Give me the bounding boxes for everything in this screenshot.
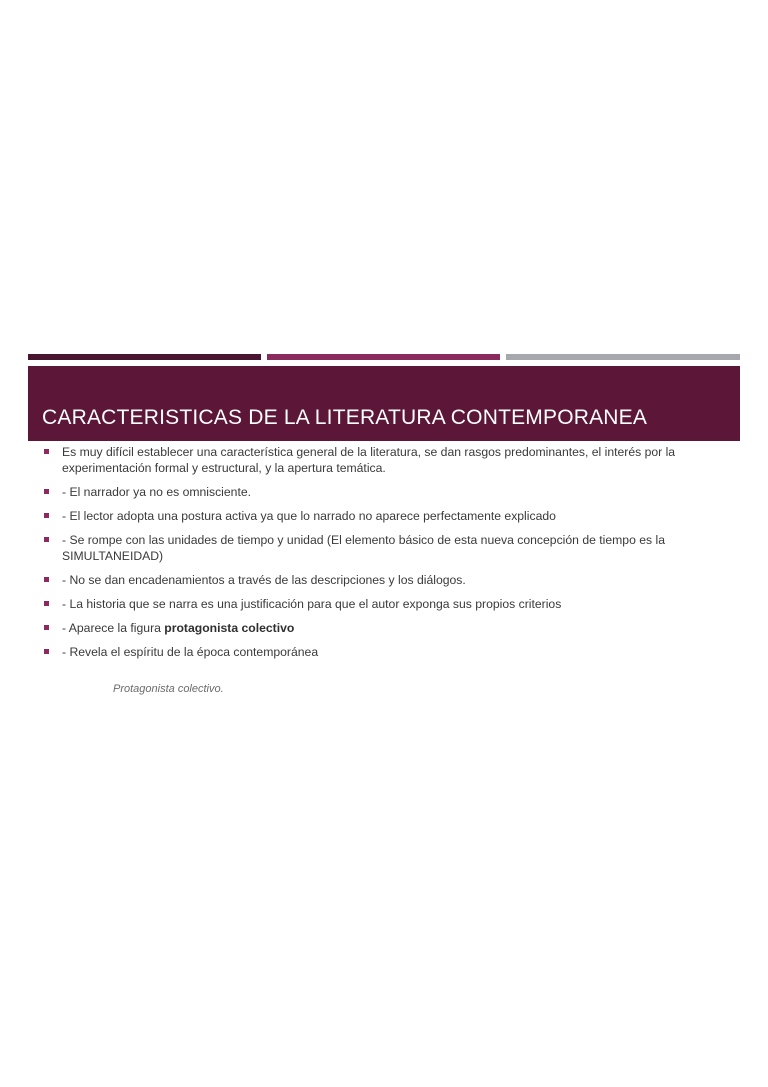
square-bullet-icon	[44, 489, 49, 494]
decorative-stripes	[28, 354, 740, 362]
list-item	[42, 484, 736, 500]
square-bullet-icon	[44, 537, 49, 542]
slide	[28, 354, 740, 709]
stripe-dark	[28, 354, 261, 360]
list-item	[42, 620, 736, 636]
bullet-list	[42, 444, 736, 668]
square-bullet-icon	[44, 577, 49, 582]
stripe-gray	[506, 354, 740, 360]
bullet-text	[62, 621, 294, 635]
bullet-text: - No se dan encadenamientos a través de las descripciones y los diálogos.	[62, 573, 466, 587]
list-item	[42, 596, 736, 612]
title-band	[28, 366, 740, 441]
bullet-text-prefix: - Aparece la figura	[62, 621, 165, 635]
list-item	[42, 532, 736, 564]
list-item	[42, 572, 736, 588]
bullet-text: - Se rompe con las unidades de tiempo y unidad (El elemento básico de esta nueva concepción de tiempo es la SIMULTANEIDAD)	[62, 533, 665, 563]
bullet-text: - La historia que se narra es una justificación para que el autor exponga sus propios criterios	[62, 597, 562, 611]
image-caption: Protagonista colectivo.	[113, 683, 224, 695]
bullet-text-bold: protagonista colectivo	[164, 621, 295, 635]
bullet-text: - Revela el espíritu de la época contemporánea	[62, 645, 319, 659]
bullet-text: - El lector adopta una postura activa ya que lo narrado no aparece perfectamente explicado	[62, 509, 556, 523]
slide-title: CARACTERISTICAS DE LA LITERATURA CONTEMPORANEA	[42, 406, 648, 429]
square-bullet-icon	[44, 601, 49, 606]
square-bullet-icon	[44, 513, 49, 518]
list-item	[42, 508, 736, 524]
list-item	[42, 444, 736, 476]
square-bullet-icon	[44, 649, 49, 654]
list-item	[42, 644, 736, 660]
bullet-text: - El narrador ya no es omnisciente.	[62, 485, 251, 499]
bullet-text: Es muy difícil establecer una característica general de la literatura, se dan rasgos predominantes, el interés por la experimentación formal y estructural, y la apertura temática.	[62, 445, 676, 475]
square-bullet-icon	[44, 625, 49, 630]
square-bullet-icon	[44, 449, 49, 454]
stripe-magenta	[267, 354, 500, 360]
